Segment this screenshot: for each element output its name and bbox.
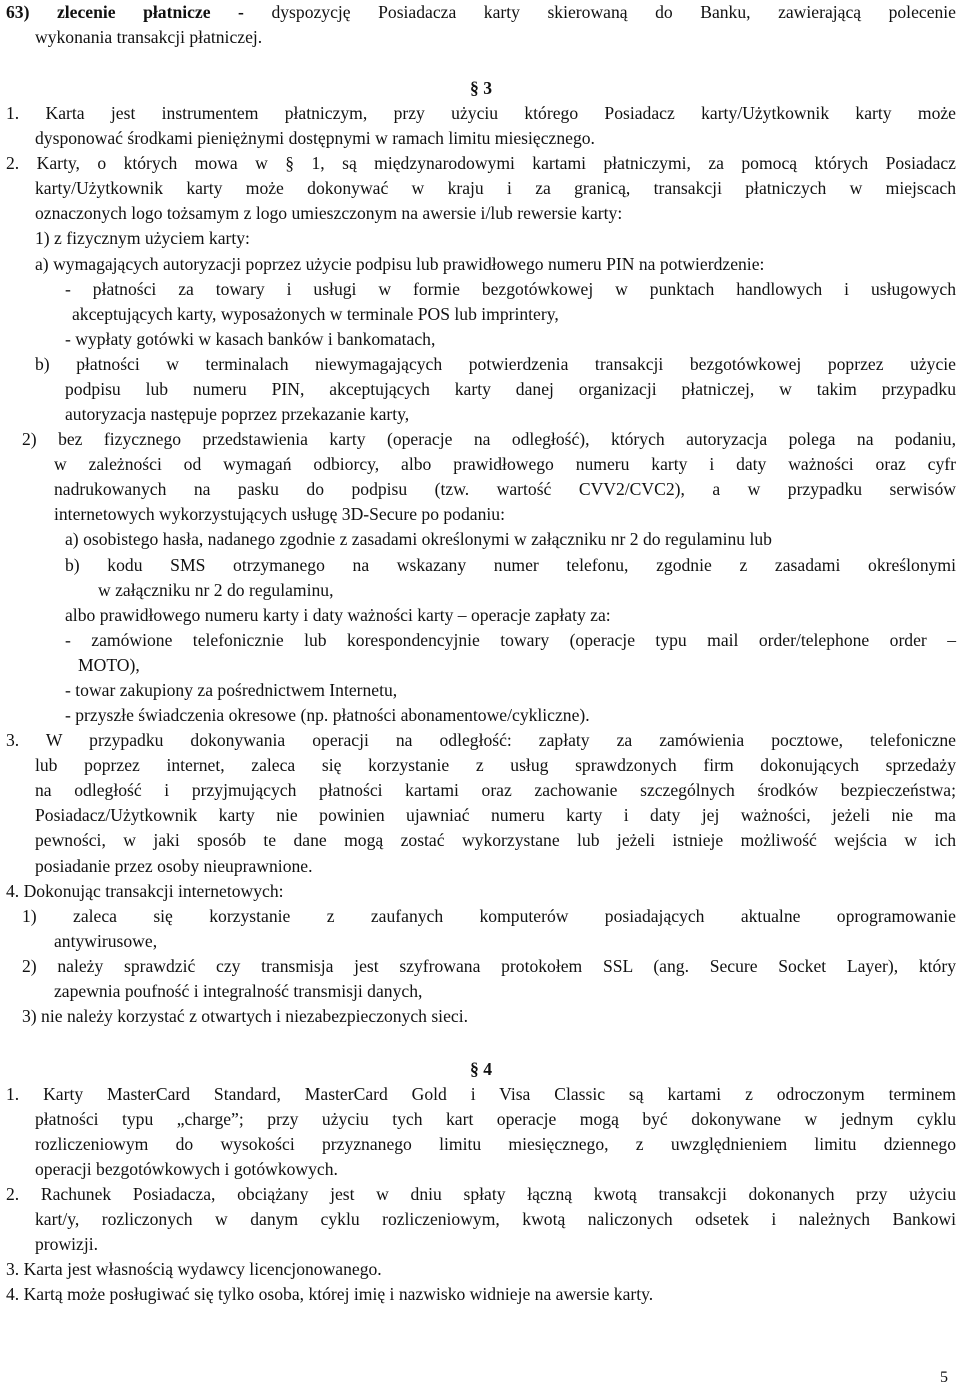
s3-p2-item-2-dash-2: - towar zakupiony za pośrednictwem Internetu, [65, 680, 398, 700]
s4-p1-line-1: 1. Karty MasterCard Standard, MasterCard Gold i Visa Classic są kartami z odroczonym terminem [6, 1084, 956, 1104]
definition-63-line-2: wykonania transakcji płatniczej. [35, 27, 263, 47]
s3-p4-item-2-line-1: 2) należy sprawdzić czy transmisja jest szyfrowana protokołem SSL (ang. Secure Socket Layer), który [22, 956, 956, 976]
s3-p3-line-4: Posiadacz/Użytkownik karty nie powinien ujawniać numeru karty i daty jej ważności, jeżeli nie ma [35, 805, 956, 825]
section-4-heading: § 4 [470, 1059, 492, 1079]
s3-p2-item-1a-dash-1-line-1: - płatności za towary i usługi w formie bezgotówkowej w punktach handlowych i usługowych [65, 279, 956, 299]
s3-p2-item-1b-line-3: autoryzacja następuje poprzez przekazanie karty, [65, 404, 410, 424]
s4-p2-line-1: 2. Rachunek Posiadacza, obciążany jest w dniu spłaty łączną kwotą transakcji dokonanych przy użyciu [6, 1184, 956, 1204]
s3-p1-line-2: dysponować środkami pieniężnymi dostępnymi w ramach limitu miesięcznego. [35, 128, 595, 148]
s3-p3-line-1: 3. W przypadku dokonywania operacji na odległość: zapłaty za zamówienia pocztowe, telefoniczne [6, 730, 956, 750]
s3-p4-item-3: 3) nie należy korzystać z otwartych i niezabezpieczonych sieci. [22, 1006, 468, 1026]
s3-p2-item-1b-line-2: podpisu lub numeru PIN, akceptujących karty danej organizacji płatniczej, w takim przypadku [65, 379, 956, 399]
s4-p2-line-2: kart/y, rozliczonych w danym cyklu rozliczeniowym, kwotą naliczonych odsetek i należnych Bankowi [35, 1209, 956, 1229]
s4-p4-line-1: 4. Kartą może posługiwać się tylko osoba, której imię i nazwisko widnieje na awersie karty. [6, 1284, 654, 1304]
s3-p2-item-2-line-4: internetowych wykorzystujących usługę 3D-Secure po podaniu: [54, 504, 505, 524]
section-3-heading: § 3 [470, 78, 492, 98]
s3-p2-item-2-dash-1-line-2: MOTO), [78, 655, 140, 675]
s3-p2-item-1b-line-1: b) płatności w terminalach niewymagających potwierdzenia transakcji bezgotówkowej poprzez użycie [35, 354, 956, 374]
s4-p1-line-4: operacji bezgotówkowych i gotówkowych. [35, 1159, 338, 1179]
s3-p2-item-2-line-3: nadrukowanych na pasku do podpisu (tzw. wartość CVV2/CVC2), a w przypadku serwisów [54, 479, 956, 499]
s3-p3-line-2: lub poprzez internet, zaleca się korzystanie z usług sprawdzonych firm dokonujących sprzedaży [35, 755, 956, 775]
definition-63-line-1 [6, 0, 956, 25]
s3-p2-item-2-line-1: 2) bez fizycznego przedstawienia karty (operacje na odległość), których autoryzacja polega na podaniu, [22, 429, 956, 449]
s3-p2-item-2-line-2: w zależności od wymagań odbiorcy, albo prawidłowego numeru karty i daty ważności oraz cyfr [54, 454, 956, 474]
s3-p2-item-2a: a) osobistego hasła, nadanego zgodnie z zasadami określonymi w załączniku nr 2 do regulaminu lub [65, 529, 772, 549]
s3-p2-item-1a: a) wymagających autoryzacji poprzez użycie podpisu lub prawidłowego numeru PIN na potwierdzenie: [35, 254, 765, 274]
s3-p2-item-1a-dash-1-line-2: akceptujących karty, wyposażonych w terminale POS lub imprintery, [72, 304, 559, 324]
definition-number: 63) [6, 2, 30, 22]
s3-p2-item-1: 1) z fizycznym użyciem karty: [35, 228, 250, 248]
s3-p2-line-1: 2. Karty, o których mowa w § 1, są międzynarodowymi kartami płatniczymi, za pomocą których Posiadacz [6, 153, 956, 173]
s3-p1-line-1: 1. Karta jest instrumentem płatniczym, przy użyciu którego Posiadacz karty/Użytkownik karty może [6, 103, 956, 123]
s4-p2-line-3: prowizji. [35, 1234, 99, 1254]
s3-p3-line-6: posiadanie przez osoby nieuprawnione. [35, 856, 313, 876]
s3-p4-line-1: 4. Dokonując transakcji internetowych: [6, 881, 284, 901]
s3-p2-item-2b-line-1: b) kodu SMS otrzymanego na wskazany numer telefonu, zgodnie z zasadami określonymi [65, 555, 956, 575]
s3-p4-item-1-line-1: 1) zaleca się korzystanie z zaufanych komputerów posiadających aktualne oprogramowanie [22, 906, 956, 926]
s4-p1-line-2: płatności typu „charge”; przy użyciu tych kart operacje mogą być dokonywane w jednym cyklu [35, 1109, 956, 1129]
s3-p2-item-2-dash-3: - przyszłe świadczenia okresowe (np. płatności abonamentowe/cykliczne). [65, 705, 590, 725]
s3-p2-line-2: karty/Użytkownik karty może dokonywać w kraju i za granicą, transakcji płatniczych w miejscach [35, 178, 956, 198]
s4-p3-line-1: 3. Karta jest własnością wydawcy licencjonowanego. [6, 1259, 382, 1279]
s3-p4-item-1-line-2: antywirusowe, [54, 931, 158, 951]
s3-p2-line-3: oznaczonych logo tożsamym z logo umieszczonym na awersie i/lub rewersie karty: [35, 203, 623, 223]
s3-p4-item-2-line-2: zapewnia poufność i integralność transmisji danych, [54, 981, 423, 1001]
s4-p1-line-3: rozliczeniowym do wysokości przyznanego limitu miesięcznego, z uwzględnieniem limitu dziennego [35, 1134, 956, 1154]
s3-p3-line-3: na odległość i przyjmujących płatności kartami oraz zachowanie szczególnych środków bezpieczeństwa; [35, 780, 956, 800]
s3-p2-item-2b-line-2: w załączniku nr 2 do regulaminu, [98, 580, 334, 600]
s3-p3-line-5: pewności, w jaki sposób te dane mogą zostać wykorzystane lub jeżeli istnieje możliwość wejścia w ich [35, 830, 956, 850]
s3-p2-item-2-albo: albo prawidłowego numeru karty i daty ważności karty – operacje zapłaty za: [65, 605, 611, 625]
s3-p2-item-1a-dash-2: - wypłaty gotówki w kasach banków i bankomatach, [65, 329, 436, 349]
page-number: 5 [940, 1369, 948, 1386]
definition-text: dyspozycję Posiadacza karty skierowaną do Banku, zawierającą polecenie [271, 2, 956, 22]
definition-term: zlecenie płatnicze - [56, 2, 244, 22]
s3-p2-item-2-dash-1-line-1: - zamówione telefonicznie lub korespondencyjnie towary (operacje typu mail order/telephone order – [65, 630, 956, 650]
